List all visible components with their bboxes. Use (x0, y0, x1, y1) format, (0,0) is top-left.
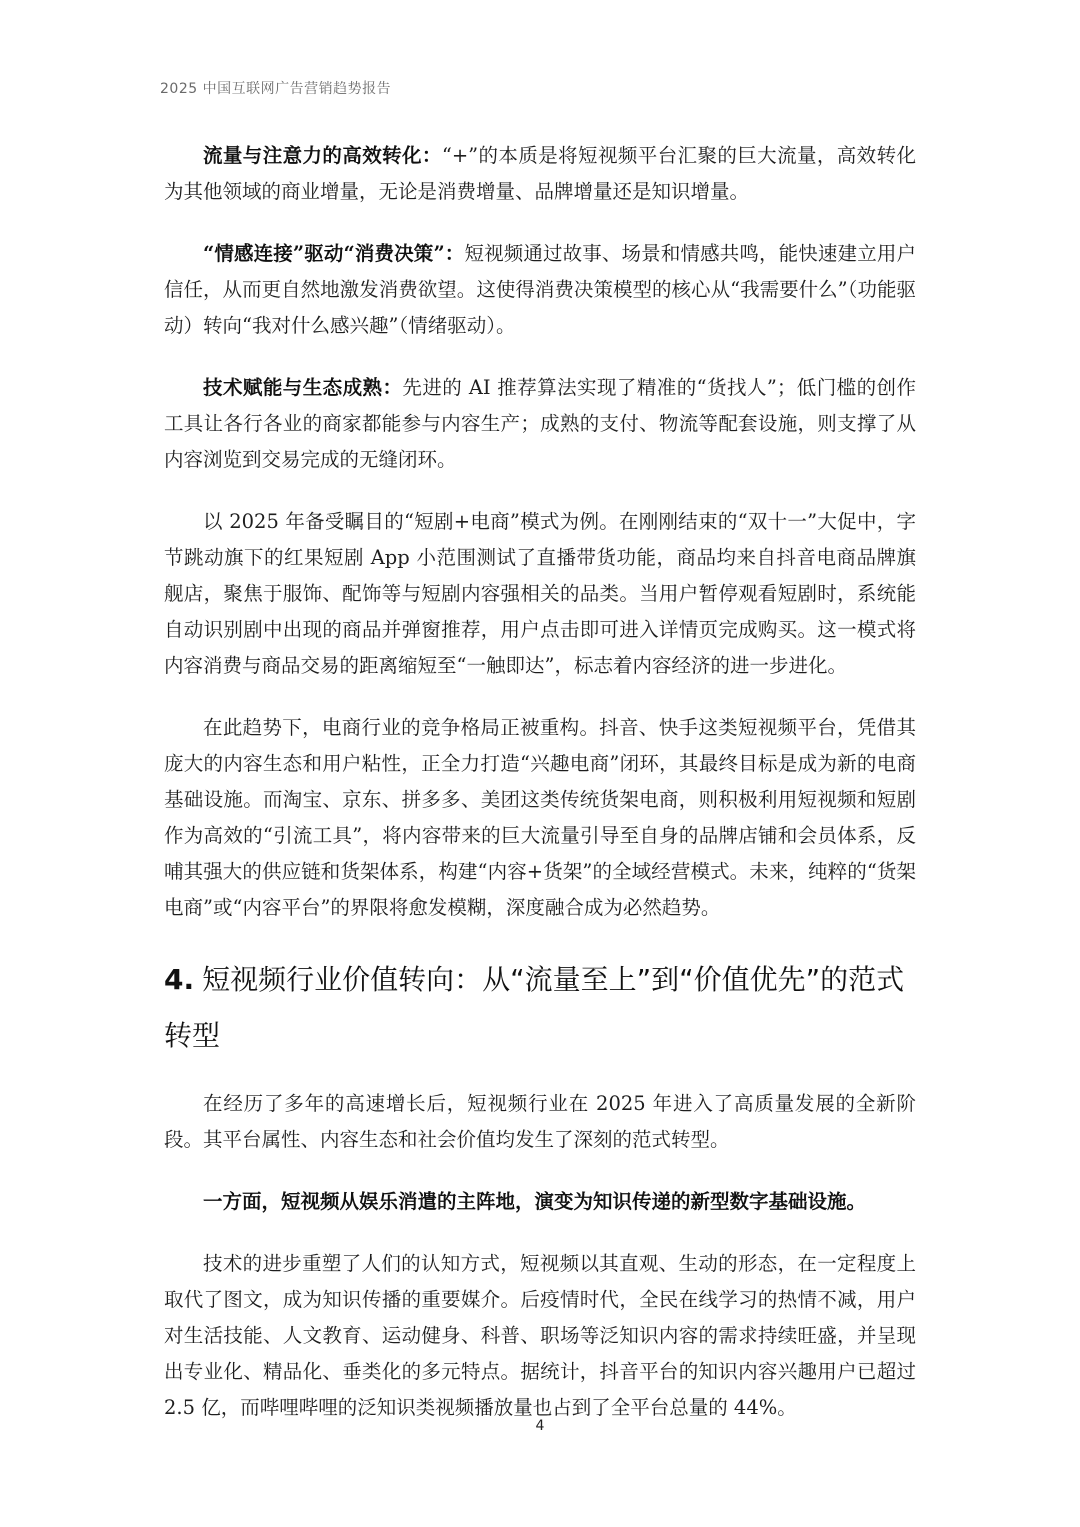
paragraph-ecommerce-landscape (164, 710, 916, 926)
paragraph-text: 在此趋势下，电商行业的竞争格局正被重构。抖音、快手这类短视频平台，凭借其庞大的内容生态和用户粘性，正全力打造“兴趣电商”闭环，其最终目标是成为新的电商基础设施。而淘宝、京东、拼多多、美团这类传统货架电商，则积极利用短视频和短剧作为高效的“引流工具”，将内容带来的巨大流量引导至自身的品牌店铺和会员体系，反哺其强大的供应链和货架体系，构建“内容+货架”的全域经营模式。未来，纯粹的“货架电商”或“内容平台”的界限将愈发模糊，深度融合成为必然趋势。 (164, 716, 916, 919)
paragraph-traffic-conversion (164, 138, 916, 210)
paragraph-text: 先进的 AI 推荐算法实现了精准的“货找人”；低门槛的创作工具让各行各业的商家都能参与内容生产；成熟的支付、物流等配套设施，则支撑了从内容浏览到交易完成的无缝闭环。 (164, 376, 916, 471)
section-number: 4. (164, 963, 195, 996)
paragraph-lead: 技术赋能与生态成熟： (203, 376, 403, 399)
paragraph-knowledge-detail: 技术的进步重塑了人们的认知方式，短视频以其直观、生动的形态，在一定程度上取代了图文，成为知识传播的重要媒介。后疫情时代，全民在线学习的热情不减，用户对生活技能、人文教育、运动健身、科普、职场等泛知识内容的需求持续旺盛，并呈现出专业化、精品化、垂类化的多元特点。据统计，抖音平台的知识内容兴趣用户已超过 2.5 亿，而哔哩哔哩的泛知识类视频播放量也占到了全平台总量的 44%。 (164, 1252, 916, 1419)
paragraph-section-intro: 在经历了多年的高速增长后，短视频行业在 2025 年进入了高质量发展的全新阶段。其平台属性、内容生态和社会价值均发生了深刻的范式转型。 (164, 1092, 916, 1151)
paragraph-text: 短视频通过故事、场景和情感共鸣，能快速建立用户信任，从而更自然地激发消费欲望。这使得消费决策模型的核心从“我需要什么”（功能驱动）转向“我对什么感兴趣”（情绪驱动）。 (164, 242, 916, 337)
paragraph-text: 以 2025 年备受瞩目的“短剧+电商”模式为例。在刚刚结束的“双十一”大促中，字节跳动旗下的红果短剧 App 小范围测试了直播带货功能，商品均来自抖音电商品牌旗舰店，聚焦于服饰、配饰等与短剧内容强相关的品类。当用户暂停观看短剧时，系统能自动识别剧中出现的商品并弹窗推荐，用户点击即可进入详情页完成购买。这一模式将内容消费与商品交易的距离缩短至“一触即达”，标志着内容经济的进一步进化。 (164, 510, 916, 677)
paragraph-lead: “情感连接”驱动“消费决策”： (203, 242, 465, 265)
paragraph-short-drama-ecommerce (164, 504, 916, 684)
paragraph-tech-empowerment (164, 370, 916, 478)
paragraph-bold-point: 一方面，短视频从娱乐消遣的主阵地，演变为知识传递的新型数字基础设施。 (203, 1190, 867, 1213)
paragraph-emotional-connection (164, 236, 916, 344)
report-header-title: 2025 中国互联网广告营销趋势报告 (160, 81, 392, 97)
page-number: 4 (535, 1418, 545, 1434)
section-heading (164, 952, 916, 1064)
paragraph-text: “+”的本质是将短视频平台汇聚的巨大流量，高效转化为其他领域的商业增量，无论是消费增量、品牌增量还是知识增量。 (164, 144, 916, 203)
paragraph-lead: 流量与注意力的高效转化： (203, 144, 442, 167)
section-title: 短视频行业价值转向：从“流量至上”到“价值优先”的范式转型 (164, 963, 905, 1052)
document-body (164, 138, 916, 1452)
